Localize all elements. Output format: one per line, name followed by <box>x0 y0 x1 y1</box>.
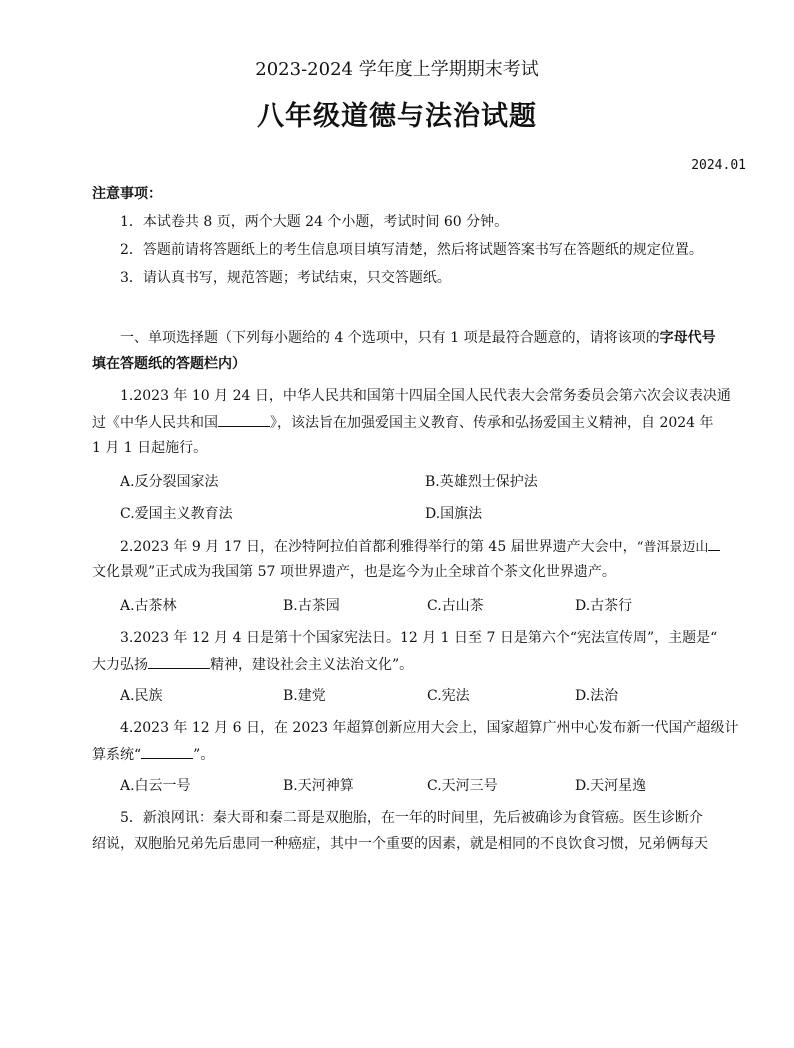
question-2-option-a: A.古茶林 <box>120 598 177 614</box>
answer-blank <box>148 654 210 669</box>
question-3-line2 <box>92 654 413 675</box>
question-1-option-d: D.国旗法 <box>425 506 483 522</box>
question-3-option-d: D.法治 <box>575 688 619 704</box>
question-4-line2 <box>92 744 214 765</box>
question-4-option-c: C.天河三号 <box>427 778 498 794</box>
notice-heading: 注意事项： <box>92 186 162 202</box>
notice-item: 2．答题前请将答题纸上的考生信息项目填写清楚，然后将试题答案书写在答题纸的规定位置。 <box>120 242 703 258</box>
question-5-line1: 5．新浪网讯：秦大哥和秦二哥是双胞胎，在一年的时间里，先后被确诊为食管癌。医生诊断介 <box>120 810 703 826</box>
answer-blank <box>218 412 270 427</box>
question-2-option-c: C.古山茶 <box>427 598 484 614</box>
question-1-line3: 1 月 1 日起施行。 <box>92 440 208 456</box>
question-1-option-b: B.英雄烈士保护法 <box>425 474 538 490</box>
question-1-line2 <box>92 412 714 433</box>
question-4-option-d: D.天河星逸 <box>575 778 647 794</box>
notice-item: 1．本试卷共 8 页，两个大题 24 个小题，考试时间 60 分钟。 <box>120 214 509 230</box>
answer-blank <box>708 536 720 551</box>
question-1-option-a: A.反分裂国家法 <box>120 474 219 490</box>
question-4-option-b: B.天河神算 <box>283 778 354 794</box>
question-2-quote: “普洱景迈山 <box>636 540 709 555</box>
question-5-line2: 绍说，双胞胎兄弟先后患同一种癌症，其中一个重要的因素，就是相同的不良饮食习惯，兄弟俩每天 <box>92 836 708 852</box>
question-2-line2: 文化景观”正式成为我国第 57 项世界遗产，也是迄今为止全球首个茶文化世界遗产。 <box>92 564 616 580</box>
question-1-text: 过《中华人民共和国 <box>92 415 218 431</box>
exam-date: 2024.01 <box>691 158 746 173</box>
question-3-text: 大力弘扬 <box>92 657 148 673</box>
question-3-option-c: C.宪法 <box>427 688 470 704</box>
question-1-line1: 1.2023 年 10 月 24 日，中华人民共和国第十四届全国人民代表大会常务委员会第六次会议表决通 <box>120 388 731 404</box>
question-1-option-c: C.爱国主义教育法 <box>120 506 233 522</box>
notice-item: 3．请认真书写，规范答题；考试结束，只交答题纸。 <box>120 270 451 286</box>
question-4-line1: 4.2023 年 12 月 6 日，在 2023 年超算创新应用大会上，国家超算广州中心发布新一代国产超级计 <box>120 720 739 736</box>
exam-subtitle: 2023-2024 学年度上学期期末考试 <box>255 59 539 80</box>
question-3-option-b: B.建党 <box>283 688 326 704</box>
section-intro-line1 <box>120 328 716 348</box>
question-3-line1: 3.2023 年 12 月 4 日是第十个国家宪法日。12 月 1 日至 7 日是第六个“宪法宣传周”，主题是“ <box>120 630 718 646</box>
question-4-text: 算系统“ <box>92 747 142 763</box>
question-4-option-a: A.白云一号 <box>120 778 191 794</box>
question-4-text: ”。 <box>193 747 215 763</box>
question-2-option-d: D.古茶行 <box>575 598 633 614</box>
section-intro-line2: 填在答题纸的答题栏内） <box>92 356 246 372</box>
question-1-text: 》，该法旨在加强爱国主义教育、传承和弘扬爱国主义精神，自 2024 年 <box>270 415 714 431</box>
question-2-option-b: B.古茶园 <box>283 598 340 614</box>
question-3-option-a: A.民族 <box>120 688 163 704</box>
question-2-text: 2.2023 年 9 月 17 日，在沙特阿拉伯首都利雅得举行的第 45 届世界遗产大会中， <box>120 539 637 555</box>
answer-blank <box>141 744 193 759</box>
question-2-line1 <box>120 536 720 558</box>
exam-title: 八年级道德与法治试题 <box>257 101 537 132</box>
section-intro-emphasis: 字母代号 <box>659 330 716 346</box>
section-intro-text: 一、单项选择题（下列每小题给的 4 个选项中，只有 1 项是最符合题意的，请将该项的 <box>120 330 660 346</box>
question-3-text: 精神，建设社会主义法治文化”。 <box>210 657 414 673</box>
